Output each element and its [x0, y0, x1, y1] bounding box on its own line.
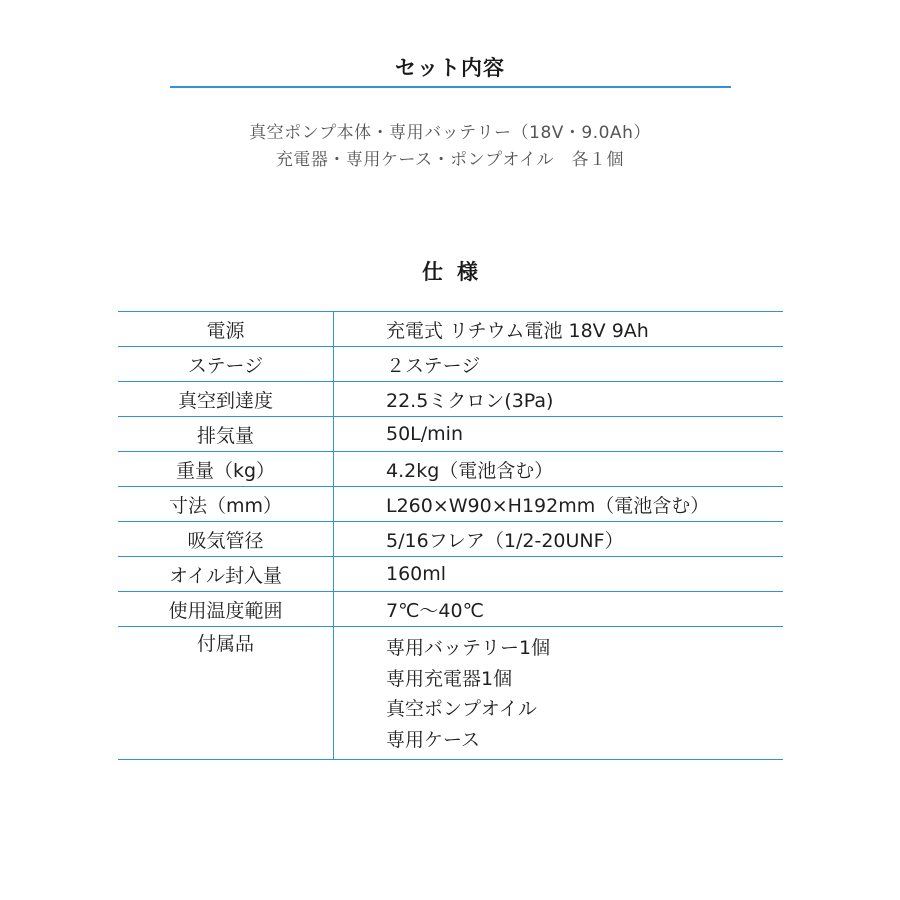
spec-value: 7℃～40℃ [334, 592, 784, 627]
spec-label: 付属品 [118, 627, 334, 760]
spec-value: 5/16フレア（1/2-20UNF） [334, 522, 784, 557]
spec-title: 仕様 [422, 260, 492, 284]
table-row [118, 487, 783, 522]
spec-label: 重量（kg） [118, 452, 334, 487]
spec-label: 使用温度範囲 [118, 592, 334, 627]
spec-label: ステージ [118, 347, 334, 382]
set-contents-title: セット内容 [395, 56, 505, 80]
table-row [118, 312, 783, 347]
accessory-item: 専用充電器1個 [386, 667, 513, 690]
set-contents-line: 真空ポンプ本体・専用バッテリー（18V・9.0Ah） [249, 123, 651, 143]
accessory-item: 真空ポンプオイル [386, 698, 537, 720]
set-contents-text [0, 120, 900, 174]
table-row [118, 347, 783, 382]
spec-value: 4.2kg（電池含む） [334, 452, 784, 487]
spec-value: ２ステージ [334, 347, 784, 382]
accessory-item: 専用ケース [386, 728, 481, 751]
accessory-item: 専用バッテリー1個 [386, 637, 551, 659]
set-contents-line: 充電器・専用ケース・ポンプオイル 各１個 [275, 150, 625, 170]
spec-value: 22.5ミクロン(3Pa) [334, 382, 784, 417]
spec-table [118, 311, 783, 760]
table-row [118, 417, 783, 452]
table-row [118, 592, 783, 627]
spec-value: 50L/min [334, 417, 784, 452]
spec-label: 排気量 [118, 417, 334, 452]
accessory-list [334, 627, 784, 760]
spec-value: L260×W90×H192mm（電池含む） [334, 487, 784, 522]
spec-label: オイル封入量 [118, 557, 334, 592]
spec-value: 160ml [334, 557, 784, 592]
table-row [118, 557, 783, 592]
spec-label: 電源 [118, 312, 334, 347]
spec-value: 充電式 リチウム電池 18V 9Ah [334, 312, 784, 347]
table-row-accessories [118, 627, 783, 760]
spec-label: 真空到達度 [118, 382, 334, 417]
spec-label: 寸法（mm） [118, 487, 334, 522]
spec-label: 吸気管径 [118, 522, 334, 557]
table-row [118, 382, 783, 417]
title-underline [170, 86, 731, 88]
table-row [118, 452, 783, 487]
table-row [118, 522, 783, 557]
